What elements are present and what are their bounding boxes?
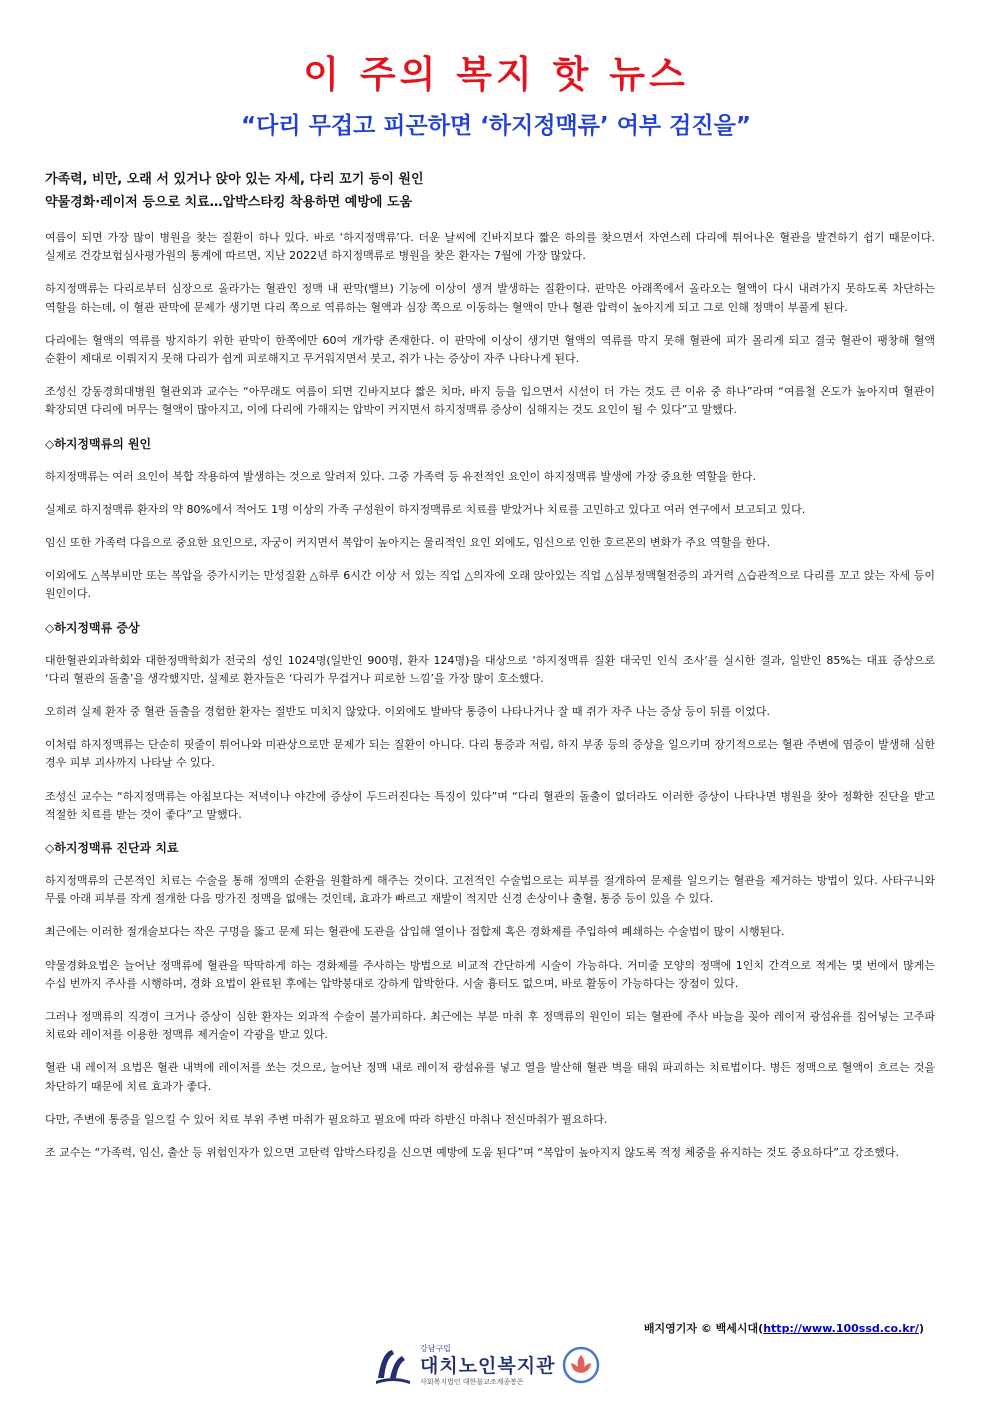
logo-org: 사회복지법인 대한불교조계종봉은 [420, 1377, 524, 1386]
paragraph: 최근에는 이러한 절개술보다는 작은 구멍을 뚫고 문제 되는 혈관에 도관을 삽입해 열이나 접합제 혹은 경화제를 주입하여 폐쇄하는 수술법이 많이 시행된다. [45, 925, 785, 939]
lead-line: 약물경화·레이저 등으로 치료…압박스타킹 착용하면 예방에 도움 [45, 195, 413, 210]
paragraph: 다리에는 혈액의 역류를 방지하기 위한 판막이 한쪽에만 60여 개가량 존재한다. 이 판막에 이상이 생기면 혈액의 역류를 막지 못해 혈관에 피가 몰리게 되고 결국 혈관이 팽창해 혈액 순환이 제대로 이뤄지지 못해 다리가 쉽게 피로해지고 무거워지면서 붓고, 쥐가 나는 증상이 자주 나타나게 된다. [45, 333, 935, 366]
logo-text [420, 1344, 555, 1387]
article-body [45, 168, 935, 1177]
paragraph: 여름이 되면 가장 많이 병원을 찾는 질환이 하나 있다. 바로 ‘하지정맥류’다. 더운 날씨에 긴바지보다 짧은 하의를 찾으면서 자연스레 다리에 튀어나온 혈관을 발견하기 쉽기 때문이다. 실제로 건강보험심사평가원의 통계에 따르면, 지난 2022년 하지정맥류로 병원을 찾은 환자는 7월에 가장 많았다. [45, 231, 935, 263]
paragraph: 실제로 하지정맥류 환자의 약 80%에서 적어도 1명 이상의 가족 구성원이 하지정맥류로 치료를 받았거나 치료를 고민하고 있다고 여러 연구에서 보고되고 있다. [45, 502, 806, 516]
byline-close: ) [918, 1322, 924, 1335]
section-heading: ◇하지정맥류의 원인 [45, 436, 152, 451]
paragraph: 오히려 실제 환자 중 혈관 돌출을 경험한 환자는 절반도 미치지 않았다. 이외에도 발바닥 통증이 나타나거나 잘 때 쥐가 자주 나는 증상 등이 뒤를 이었다. [45, 705, 770, 719]
paragraph: 그러나 정맥류의 직경이 크거나 증상이 심한 환자는 외과적 수술이 불가피하다. 최근에는 부분 마취 후 정맥류의 원인이 되는 혈관에 주사 바늘을 꽂아 레이저 광섬유를 집어넣는 고주파 치료와 레이저를 이용한 정맥류 제거술이 각광을 받고 있다. [45, 1010, 935, 1042]
paragraph: 조성신 강동경희대병원 혈관외과 교수는 “아무래도 여름이 되면 긴바지보다 짧은 치마, 바지 등을 입으면서 시선이 더 가는 것도 큰 이유 중 하나”라며 “여름철 온도가 높아지며 혈관이 확장되면 다리에 머무는 혈액이 많아지고, 이에 다리에 가해지는 압박이 커지면서 하지정맥류 증상이 심해지는 것도 요인이 될 수 있다”고 말했다. [45, 385, 935, 417]
paragraph: 약물경화요법은 늘어난 정맥류에 혈관을 딱딱하게 하는 경화제를 주사하는 방법으로 비교적 간단하게 시술이 가능하다. 거미줄 모양의 정맥에 1인치 간격으로 적게는 몇 번에서 많게는 수십 번까지 주사를 시행하며, 경화 요법이 완료된 후에는 압박붕대로 강하게 압박한다. 시술 흉터도 없으며, 바로 활동이 가능하다는 장점이 있다. [45, 958, 935, 990]
lead-line: 가족력, 비만, 오래 서 있거나 앉아 있는 자세, 다리 꼬기 등이 원인 [45, 172, 424, 187]
article-lead [45, 168, 935, 214]
section-heading: ◇하지정맥류 진단과 치료 [45, 841, 179, 856]
paragraph: 이외에도 △복부비만 또는 복압을 증가시키는 만성질환 △하루 6시간 이상 서 있는 직업 △의자에 오래 앉아있는 직업 △심부정맥혈전증의 과거력 △습관적으로 다리를 꼬고 앉는 자세 등이 원인이다. [45, 569, 935, 601]
paragraph: 이처럼 하지정맥류는 단순히 핏줄이 튀어나와 미관상으로만 문제가 되는 질환이 아니다. 다리 통증과 저림, 하지 부종 등의 증상을 일으키며 장기적으로는 혈관 주변에 염증이 발생해 심한 경우 피부 괴사까지 나타날 수 있다. [45, 738, 935, 770]
paragraph: 하지정맥류는 다리로부터 심장으로 올라가는 혈관인 정맥 내 판막(밸브) 기능에 이상이 생겨 발생하는 질환이다. 판막은 아래쪽에서 올라오는 혈액이 다시 내려가지 못하도록 차단하는 역할을 하는데, 이 혈관 판막에 문제가 생기면 다리 쪽으로 역류하는 혈액과 심장 쪽으로 이동하는 혈액이 만나 혈관 압력이 높아지게 되고 그로 인해 정맥이 부풀게 된다. [45, 282, 935, 314]
section-heading: ◇하지정맥류 증상 [45, 620, 140, 635]
paragraph: 다만, 주변에 통증을 일으킬 수 있어 치료 부위 주변 마취가 필요하고 필요에 따라 하반신 마취나 전신마취가 필요하다. [45, 1112, 608, 1126]
logo-name: 대치노인복지관 [420, 1354, 556, 1377]
source-link[interactable]: http://www.100ssd.co.kr/ [763, 1322, 919, 1335]
paragraph: 하지정맥류의 근본적인 치료는 수술을 통해 정맥의 순환을 원활하게 해주는 것이다. 고전적인 수술법으로는 피부를 절개하여 문제를 일으키는 혈관을 제거하는 방법이 있다. 사타구니와 무릎 아래 피부를 작게 절개한 다음 망가진 정맥을 없애는 것인데, 효과가 빠르고 재발이 적지만 신경 손상이나 출혈, 통증 등이 있을 수 있다. [45, 874, 935, 906]
paragraph: 혈관 내 레이저 요법은 혈관 내벽에 레이저를 쏘는 것으로, 늘어난 정맥 내로 레이저 광섬유를 넣고 열을 발산해 혈관 벽을 태워 파괴하는 치료법이다. 병든 정맥으로 혈액이 흐르는 것을 차단하기 때문에 치료 효과가 좋다. [45, 1061, 935, 1093]
paragraph: 하지정맥류는 여러 요인이 복합 작용하여 발생하는 것으로 알려져 있다. 그중 가족력 등 유전적인 요인이 하지정맥류 발생에 가장 중요한 역할을 한다. [45, 469, 756, 483]
page-subtitle: “다리 무겁고 피곤하면 ‘하지정맥류’ 여부 검진을” [241, 113, 751, 139]
lotus-icon [561, 1345, 601, 1385]
paragraph: 대한혈관외과학회와 대한정맥학회가 전국의 성인 1024명(일반인 900명, 환자 124명)을 대상으로 ‘하지정맥류 질환 대국민 인식 조사’를 실시한 결과, 일반인 85%는 대표 증상으로 ‘다리 혈관의 돌출’을 생각했지만, 실제로 환자들은 ‘다리가 무겁거나 피로한 느낌’을 가장 많이 호소했다. [45, 653, 935, 685]
byline [644, 1320, 924, 1338]
welfare-center-logo-icon [372, 1344, 414, 1386]
paragraph: 조 교수는 “가족력, 임신, 출산 등 위험인자가 있으면 고탄력 압박스타킹을 신으면 예방에 도움 된다”며 “복압이 높아지지 않도록 적정 체중을 유지하는 것도 중요하다”고 강조했다. [45, 1146, 900, 1160]
byline-text: 배지영기자 © 백세시대( [643, 1322, 764, 1335]
page-title: 이 주의 복지 핫 뉴스 [303, 53, 689, 96]
logo-region: 강남구립 [420, 1343, 451, 1353]
paragraph: 임신 또한 가족력 다음으로 중요한 요인으로, 자궁이 커지면서 복압이 높아지는 물리적인 요인 외에도, 임신으로 인한 호르몬의 변화가 주요 역할을 한다. [45, 536, 771, 550]
paragraph: 조성신 교수는 “하지정맥류는 아침보다는 저녁이나 야간에 증상이 두드러진다는 특징이 있다”며 “다리 혈관의 돌출이 없더라도 이러한 증상이 나타나면 병원을 찾아 정확한 진단을 받고 적절한 치료를 받는 것이 좋다”고 말했다. [45, 789, 935, 821]
footer-logo [372, 1340, 601, 1390]
